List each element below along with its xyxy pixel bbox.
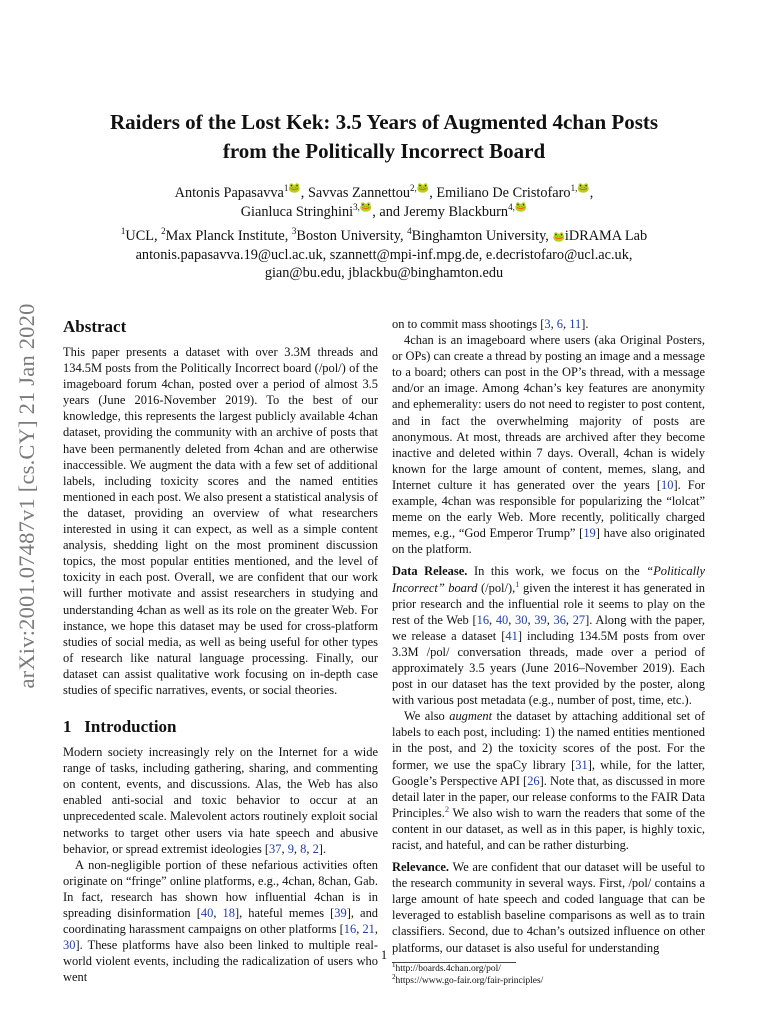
citation-link[interactable]: 6 (556, 317, 564, 331)
author-mark: 1 (283, 183, 289, 194)
affiliation-name: Max Planck Institute, (165, 228, 292, 244)
right-column (392, 316, 705, 988)
affiliation-mark: 3 (291, 226, 297, 237)
email-line-1: antonis.papasavva.19@ucl.ac.uk, szannett@mpi-inf.mpg.de, e.decristofaro@ucl.ac.uk, (135, 246, 633, 263)
citation-link[interactable]: 41 (505, 628, 518, 643)
intro-paragraph-2: A non-negligible portion of these nefarious activities often originate on “fringe” online platforms, e.g., 4chan, 8chan, Gab. In fact, research has shown how influential 4chan is in spreading disinformation [40, 18], hateful memes [39], and coordinating harassment campaigns on other platforms [16, 21, 30]. These platforms have also been linked to multiple real-world violent events, including the radicalization of users who went (63, 857, 379, 985)
left-column (63, 316, 378, 985)
footnote-2: $^2$https://www.go-fair.org/fair-principles/ (392, 973, 544, 987)
imageboard-emoji-icon: 🐸 (514, 202, 528, 214)
footnote-url[interactable]: https://www.go-fair.org/fair-principles/ (395, 976, 544, 987)
affiliation-line (60, 228, 708, 247)
author-separator: , and (372, 204, 404, 221)
citation-link[interactable]: 30 (63, 938, 76, 953)
introduction-heading (63, 716, 378, 738)
paragraph-4chan: 4chan is an imageboard where users (aka Original Posters, or OPs) can create a thread by posting an image and a message to a board; others can post in the OP’s thread, with a message and/or an image. Among 4chan’s key features are anonymity and ephemerality: users do not need to register to post content, and in fact the overwhelming majority of posts are anonymous. At most, threads are archived after they become inactive and deleted within 7 days. Overall, 4chan is widely known for the large amount of content, memes, slang, and Internet culture it has generated over the years [10]. For example, 4chan was responsible for popularizing the “lolcat” meme on the early Web. More recently, politically charged memes, e.g., “God Emperor Trump” [19] have also originated on the platform. (392, 333, 706, 557)
intro-continuation: on to commit mass shootings [3, 6, 11]. (392, 317, 589, 331)
citation-link[interactable]: 39 (334, 906, 347, 920)
arxiv-stamp: arXiv:2001.07487v1 [cs.CY] 21 Jan 2020 (14, 303, 39, 689)
author-name: Jeremy Blackburn (403, 204, 509, 221)
abstract-heading: Abstract (63, 317, 127, 336)
paragraph-augment: We also augment the dataset by attaching additional set of labels to each post, including: 1) the named entities mentioned in the post, and 2) the toxicity scores of the post. For the former, we use the spaCy library [31], while, for the latter, Google’s Perspective API [26]. Note that, as discussed in more detail later in the paper, our release conforms to the FAIR Data Principles.$^2$ We also wish to warn the readers that some of the content in our dataset, as well as in this paper, is highly toxic, racist, and hateful, and can be rather disturbing. (392, 709, 706, 852)
abstract-body: This paper presents a dataset with over 3.3M threads and 134.5M posts from the Politically Incorrect board (/pol/) of the imageboard forum 4chan, posted over a period of almost 3.5 years (June 2016-November 2019). To the best of our knowledge, this represents the largest publicly available 4chan dataset, providing the community with an archive of posts that have been permanently deleted from 4chan and are otherwise inaccessible. We augment the data with a few set of additional labels, including toxicity scores and the named entities mentioned in each post. We also present a statistical analysis of the dataset, providing an overview of what researchers interested in using it can expect, as well as a simple content analysis, shedding light on the most prominent discussion topics, the most popular entities mentioned, and the level of toxicity in each post. Overall, we are confident that our work will further motivate and assist researchers in studying and understanding 4chan as well as its role on the greater Web. For instance, we hope this dataset may be used for cross-platform studies of social media, as well as being useful for other types of research like natural language processing. Finally, our dataset can assist qualitative work focusing on in-depth case studies of specific narratives, events, or social theories. (63, 345, 378, 697)
imageboard-emoji-icon: 🐸 (416, 183, 430, 195)
intro-paragraph-1: Modern society increasingly rely on the Internet for a wide range of tasks, including gathering, sharing, and commenting on content, events, and discussions. Alas, the Web has also enabled anti-social and toxic behavior to occur at an unprecedented scale. Malevolent actors routinely exploit social networks to target other users via hate speech and abusive behavior, or spread extremist ideologies [37, 9, 8, 2]. (63, 745, 378, 856)
imageboard-emoji-icon: 🐸 (552, 232, 565, 243)
email-line-2: gian@bu.edu, jblackbu@binghamton.edu (264, 264, 504, 281)
citation-link[interactable]: 31 (575, 757, 588, 772)
citation-link[interactable]: 16 (476, 612, 490, 627)
imageboard-emoji-icon: 🐸 (359, 202, 373, 214)
citation-link[interactable]: 26 (527, 773, 540, 788)
affiliation-name: UCL, (125, 228, 162, 244)
footnote-url[interactable]: http://boards.4chan.org/pol/ (395, 963, 501, 974)
paragraph-data-release: Data Release. In this work, we focus on the “Politically Incorrect” board (/pol/),$^1$ given the interest it has generated in prior research and the influential role it seems to play on the rest of the Web [16, 40, 30, 39, 36, 27]. Along with the paper, we release a dataset [41] including 134.5M posts from over 3.3M /pol/ conversation threads, made over a period of approximately 3.5 years (June 2016–November 2019). Each post in our dataset has the text provided by the poster, along with various post metadata (e.g., number of post, time, etc.). (392, 564, 706, 708)
citation-link[interactable]: 27 (572, 612, 586, 627)
footnote-1: $^1$http://boards.4chan.org/pol/ (392, 960, 501, 974)
citation-link[interactable]: 10 (661, 477, 674, 492)
citation-link[interactable]: 36 (553, 612, 566, 627)
citation-link[interactable]: 8 (300, 841, 307, 856)
citation-link[interactable]: 2 (312, 841, 319, 856)
author-name: Gianluca Stringhini (240, 204, 354, 221)
imageboard-emoji-icon: 🐸 (577, 183, 590, 195)
affiliation-name: iDRAMA Lab (564, 228, 648, 244)
citation-link[interactable]: 40 (495, 612, 509, 627)
affiliations (60, 228, 708, 282)
paragraph-heading: Data Release. (392, 564, 468, 579)
section-number: 1 (63, 717, 72, 737)
title-line-2: from the Politically Incorrect Board (222, 139, 546, 163)
paragraph-heading: Relevance. (392, 860, 449, 875)
author-list (60, 184, 708, 222)
author-name: Antonis Papasavva (174, 185, 284, 201)
affiliation-mark: 2 (161, 226, 166, 237)
paper-title (60, 108, 708, 166)
affiliation-mark: 4 (407, 226, 412, 237)
citation-link[interactable]: 3 (544, 317, 551, 331)
author-separator: , (589, 185, 594, 201)
citation-link[interactable]: 39 (534, 612, 547, 627)
title-line-1: Raiders of the Lost Kek: 3.5 Years of Augmented 4chan Posts (109, 110, 659, 134)
author-mark: 4, (508, 202, 515, 213)
citation-link[interactable]: 16 (343, 922, 357, 937)
affiliation-name: Boston University, (296, 228, 408, 244)
affiliation-name: Binghamton University, (411, 228, 553, 244)
footnote-ref[interactable]: 2 (444, 803, 450, 814)
author-mark: 1, (570, 183, 578, 194)
author-mark: 3, (353, 202, 360, 213)
citation-link[interactable]: 19 (583, 526, 596, 541)
citation-link[interactable]: 37 (269, 841, 282, 856)
author-name: Emiliano De Cristofaro (436, 185, 571, 201)
author-name: Savvas Zannettou (307, 185, 410, 201)
author-mark: 2, (410, 183, 417, 194)
citation-link[interactable]: 40 (200, 906, 214, 920)
citation-link[interactable]: 18 (222, 906, 235, 920)
section-title: Introduction (84, 717, 177, 737)
citation-link[interactable]: 11 (569, 317, 582, 331)
page-number: 1 (380, 948, 388, 962)
author-separator: , (429, 185, 437, 201)
footnote-ref[interactable]: 1 (515, 578, 520, 589)
affiliation-mark: 1 (120, 226, 126, 237)
author-separator: , (300, 185, 308, 201)
citation-link[interactable]: 21 (362, 922, 375, 937)
citation-link[interactable]: 30 (515, 612, 528, 627)
paragraph-relevance: Relevance. We are confident that our dataset will be useful to the research community in several ways. First, /pol/ contains a large amount of hate speech and coded language that can be leveraged to establish baseline comparisons as well as to train classifiers. Second, due to 4chan’s outsized influence on other platforms, our dataset is also useful for understanding (392, 860, 705, 955)
imageboard-emoji-icon: 🐸 (288, 183, 301, 195)
citation-link[interactable]: 9 (287, 841, 294, 856)
